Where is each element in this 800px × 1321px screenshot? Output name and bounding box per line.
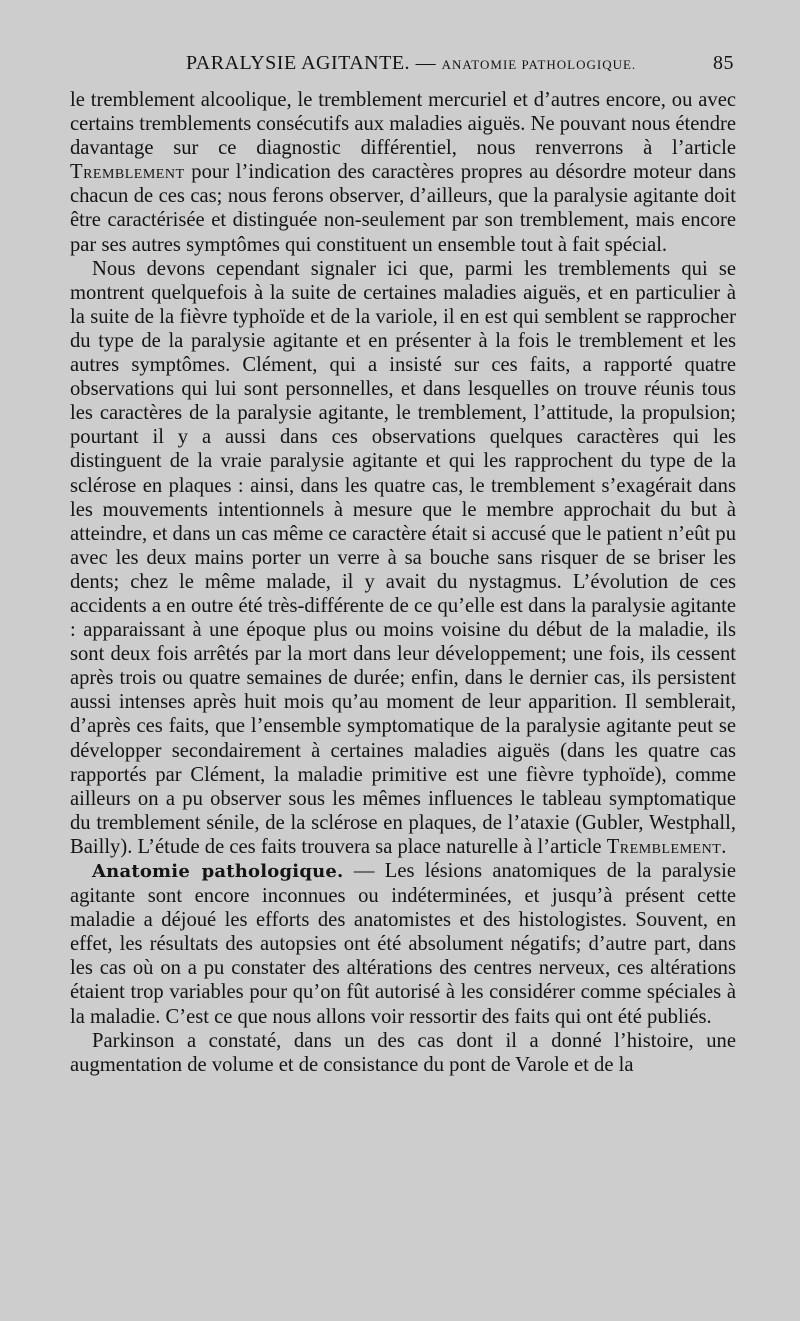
paragraph-continuation (70, 88, 736, 257)
paragraph-parkinson (70, 1029, 736, 1077)
text-run: — Les lésions anatomiques de la paralysie agitante sont encore inconnues ou indéterminées, et jusqu’à présent cette maladie a déjoué les efforts des anatomistes et des histologistes. Souvent, en effet, les résultats des autopsies ont été absolument négatifs; d’autre part, dans les cas où on a pu constater des altérations des centres nerveux, ces altérations étaient trop variables pour qu’on fût autorisé à les considérer comme spéciales à la maladie. C’est ce que nous allons voir ressortir des faits qui ont été publiés. (70, 860, 736, 1028)
paragraph-anatomie (70, 859, 736, 1029)
cross-reference: Tremblement (70, 161, 185, 184)
page-number: 85 (713, 52, 734, 74)
running-header (70, 50, 738, 78)
text-run: pour l’indication des caractères propres au désordre moteur dans chacun de ces cas; nous ferons observer, d’ailleurs, que la paralysie agitante doit être caractérisée et distinguée non-seulement par son tremblement, mais encore par ses autres symptômes qui constituent un ensemble tout à fait spécial. (70, 161, 736, 256)
text-run: le tremblement alcoolique, le tremblement mercuriel et d’autres encore, ou avec certains tremblements consécutifs aux maladies aiguës. Ne pouvant nous étendre davantage sur ce diagnostic différentiel, nous renverrons à l’article (70, 89, 736, 160)
section-heading: Anatomie pathologique. (92, 861, 344, 882)
header-dash: — (410, 52, 442, 74)
cross-reference: Tremblement (606, 835, 722, 858)
text-run: Nous devons cependant signaler ici que, parmi les tremblements qui se montrent quelquefois à la suite de certaines maladies aiguës, et en particulier à la suite de la fièvre typhoïde et de la variole, il en est qui semblent se rapprocher du type de la paralysie agitante et en présenter à la fois le tremblement et les autres symptômes. Clément, qui a insisté sur ces faits, a rapporté quatre observations qui lui sont personnelles, et dans lesquelles on trouve réunis tous les caractères de la paralysie agitante, le tremblement, l’attitude, la propulsion; pourtant il y a aussi dans ces observations quelques caractères qui les distinguent de la vraie paralysie agitante et qui les rapprochent du type de la sclérose en plaques : ainsi, dans les quatre cas, le tremblement s’exagérait dans les mouvements intentionnels à mesure que le membre approchait du but à atteindre, et dans un cas même ce caractère était si accusé que le patient n’eût pu avec les deux mains porter un verre à sa bouche sans risquer de se briser les dents; chez le même malade, il y avait du nystagmus. L’évolution de ces accidents a en outre été très-différente de ce qu’elle est dans la paralysie agitante : apparaissant à une époque plus ou moins voisine du début de la maladie, ils sont deux fois arrêtés par la mort dans leur développement; une fois, ils cessent après trois ou quatre semaines de durée; enfin, dans le dernier cas, ils persistent aussi intenses après huit mois qu’au moment de leur apparition. Il semblerait, d’après ces faits, que l’ensemble symptomatique de la paralysie agitante peut se développer secondairement à certaines maladies aiguës (dans les quatre cas rapportés par Clément, la maladie primitive est une fièvre typhoïde), comme ailleurs on a pu observer sous les mêmes influences le tableau symptomatique du tremblement sénile, de la sclérose en plaques, de l’ataxie (Gubler, Westphall, Bailly). L’étude de ces faits trouvera sa place naturelle à l’article (70, 257, 736, 858)
running-section: ANATOMIE PATHOLOGIQUE. (441, 57, 637, 72)
text-run: . (721, 835, 727, 858)
page-body (70, 88, 736, 1077)
text-run: Parkinson a constaté, dans un des cas dont il a donné l’histoire, une augmentation de volume et de consistance du pont de Varole et de la (70, 1029, 736, 1076)
running-title: PARALYSIE AGITANTE. (186, 52, 411, 74)
paragraph-clement (70, 257, 736, 859)
